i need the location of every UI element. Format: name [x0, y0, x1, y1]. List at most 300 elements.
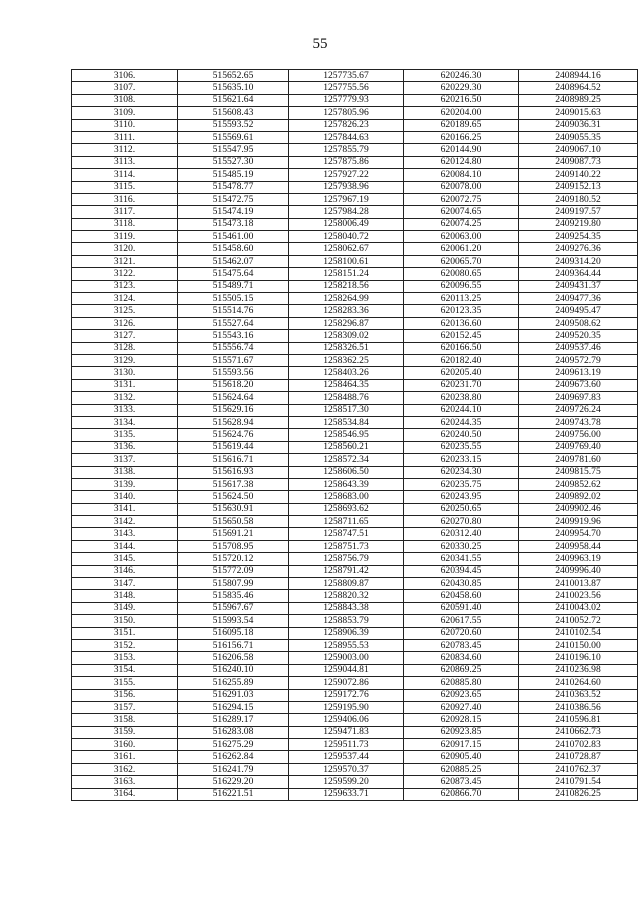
table-row: [72, 342, 638, 354]
coordinate-cell: 620923.85: [404, 726, 519, 738]
coordinate-cell: 1258809.87: [289, 578, 404, 590]
point-number-cell: 3149.: [72, 602, 178, 614]
coordinate-cell: 515571.67: [178, 354, 289, 366]
coordinate-cell: 2409152.13: [519, 181, 638, 193]
point-number-cell: 3120.: [72, 243, 178, 255]
coordinate-cell: 1259172.76: [289, 689, 404, 701]
coordinate-cell: 2410264.60: [519, 677, 638, 689]
table-row: [72, 70, 638, 82]
coordinate-cell: 516289.17: [178, 714, 289, 726]
point-number-cell: 3164.: [72, 788, 178, 800]
coordinate-cell: 515527.64: [178, 317, 289, 329]
coordinate-cell: 620234.30: [404, 466, 519, 478]
coordinate-cell: 2410702.83: [519, 739, 638, 751]
coordinate-cell: 515569.61: [178, 131, 289, 143]
coordinate-cell: 620330.25: [404, 540, 519, 552]
coordinate-cell: 516262.84: [178, 751, 289, 763]
coordinate-cell: 516275.29: [178, 739, 289, 751]
coordinate-cell: 1257755.56: [289, 82, 404, 94]
point-number-cell: 3126.: [72, 317, 178, 329]
coordinate-cell: 2410013.87: [519, 578, 638, 590]
table-row: [72, 218, 638, 230]
point-number-cell: 3156.: [72, 689, 178, 701]
point-number-cell: 3130.: [72, 367, 178, 379]
table-row: [72, 578, 638, 590]
point-number-cell: 3146.: [72, 565, 178, 577]
table-row: [72, 739, 638, 751]
coordinate-cell: 620458.60: [404, 590, 519, 602]
point-number-cell: 3150.: [72, 615, 178, 627]
table-row: [72, 392, 638, 404]
point-number-cell: 3121.: [72, 255, 178, 267]
table-row: [72, 107, 638, 119]
point-number-cell: 3139.: [72, 478, 178, 490]
coordinate-cell: 515993.54: [178, 615, 289, 627]
coordinate-cell: 2410363.52: [519, 689, 638, 701]
table-row: [72, 305, 638, 317]
coordinate-cell: 1258693.62: [289, 503, 404, 515]
coordinate-cell: 515807.99: [178, 578, 289, 590]
coordinate-cell: 515772.09: [178, 565, 289, 577]
coordinate-cell: 515478.77: [178, 181, 289, 193]
coordinate-cell: 1257927.22: [289, 169, 404, 181]
coordinate-cell: 620233.15: [404, 454, 519, 466]
point-number-cell: 3132.: [72, 392, 178, 404]
coordinate-cell: 515474.19: [178, 206, 289, 218]
table-row: [72, 82, 638, 94]
coordinate-cell: 516255.89: [178, 677, 289, 689]
coordinate-cell: 515652.65: [178, 70, 289, 82]
coordinate-cell: 1259633.71: [289, 788, 404, 800]
coordinates-table: [71, 69, 638, 801]
point-number-cell: 3135.: [72, 429, 178, 441]
coordinate-cell: 515608.43: [178, 107, 289, 119]
coordinate-cell: 1257938.96: [289, 181, 404, 193]
coordinate-cell: 2409180.52: [519, 193, 638, 205]
point-number-cell: 3107.: [72, 82, 178, 94]
point-number-cell: 3148.: [72, 590, 178, 602]
coordinate-cell: 620885.80: [404, 677, 519, 689]
coordinate-cell: 516095.18: [178, 627, 289, 639]
point-number-cell: 3152.: [72, 639, 178, 651]
point-number-cell: 3141.: [72, 503, 178, 515]
coordinate-cell: 620063.00: [404, 231, 519, 243]
point-number-cell: 3136.: [72, 441, 178, 453]
coordinate-cell: 2408964.52: [519, 82, 638, 94]
coordinate-cell: 620080.65: [404, 268, 519, 280]
coordinate-cell: 1259537.44: [289, 751, 404, 763]
coordinate-cell: 2409996.40: [519, 565, 638, 577]
coordinate-cell: 620866.70: [404, 788, 519, 800]
coordinate-cell: 2409963.19: [519, 553, 638, 565]
table-row: [72, 268, 638, 280]
coordinate-cell: 516206.58: [178, 652, 289, 664]
table-row: [72, 503, 638, 515]
table-row: [72, 540, 638, 552]
coordinate-cell: 515621.64: [178, 94, 289, 106]
coordinate-cell: 1257805.96: [289, 107, 404, 119]
coordinate-cell: 620927.40: [404, 701, 519, 713]
point-number-cell: 3106.: [72, 70, 178, 82]
coordinate-cell: 515461.00: [178, 231, 289, 243]
coordinate-cell: 2409197.57: [519, 206, 638, 218]
point-number-cell: 3162.: [72, 763, 178, 775]
coordinate-cell: 620144.90: [404, 144, 519, 156]
coordinate-cell: 620591.40: [404, 602, 519, 614]
table-row: [72, 491, 638, 503]
point-number-cell: 3108.: [72, 94, 178, 106]
coordinate-cell: 515472.75: [178, 193, 289, 205]
table-row: [72, 379, 638, 391]
coordinate-cell: 2409140.22: [519, 169, 638, 181]
coordinate-cell: 2409954.70: [519, 528, 638, 540]
table-row: [72, 243, 638, 255]
table-row: [72, 156, 638, 168]
coordinate-cell: 1258403.26: [289, 367, 404, 379]
coordinate-cell: 2410826.25: [519, 788, 638, 800]
coordinate-cell: 620238.80: [404, 392, 519, 404]
table-row: [72, 615, 638, 627]
coordinate-cell: 1258488.76: [289, 392, 404, 404]
coordinate-cell: 2409087.73: [519, 156, 638, 168]
coordinate-cell: 515617.38: [178, 478, 289, 490]
coordinate-cell: 1259072.86: [289, 677, 404, 689]
coordinate-cell: 2409219.80: [519, 218, 638, 230]
coordinate-cell: 2409852.62: [519, 478, 638, 490]
point-number-cell: 3114.: [72, 169, 178, 181]
table-row: [72, 416, 638, 428]
coordinate-cell: 515543.16: [178, 330, 289, 342]
coordinate-cell: 515616.71: [178, 454, 289, 466]
coordinate-cell: 515835.46: [178, 590, 289, 602]
table-row: [72, 255, 638, 267]
coordinate-cell: 515505.15: [178, 293, 289, 305]
coordinate-cell: 1258560.21: [289, 441, 404, 453]
coordinate-cell: 620235.75: [404, 478, 519, 490]
coordinate-cell: 620235.55: [404, 441, 519, 453]
table-row: [72, 751, 638, 763]
coordinate-cell: 1258534.84: [289, 416, 404, 428]
coordinate-cell: 620923.65: [404, 689, 519, 701]
coordinate-cell: 515593.56: [178, 367, 289, 379]
coordinate-cell: 516229.20: [178, 776, 289, 788]
coordinate-cell: 2409055.35: [519, 131, 638, 143]
table-row: [72, 466, 638, 478]
coordinate-cell: 1258643.39: [289, 478, 404, 490]
coordinate-cell: 515593.52: [178, 119, 289, 131]
coordinate-cell: 515624.64: [178, 392, 289, 404]
coordinate-cell: 2409520.35: [519, 330, 638, 342]
coordinate-cell: 1259570.37: [289, 763, 404, 775]
coordinate-cell: 2409919.96: [519, 516, 638, 528]
coordinate-cell: 2410150.00: [519, 639, 638, 651]
coordinate-cell: 1259599.20: [289, 776, 404, 788]
table-row: [72, 677, 638, 689]
coordinate-cell: 620229.30: [404, 82, 519, 94]
coordinate-cell: 2409769.40: [519, 441, 638, 453]
coordinate-cell: 515691.21: [178, 528, 289, 540]
point-number-cell: 3115.: [72, 181, 178, 193]
coordinate-cell: 620205.40: [404, 367, 519, 379]
coordinate-cell: 515619.44: [178, 441, 289, 453]
coordinate-cell: 1258791.42: [289, 565, 404, 577]
coordinate-cell: 1258683.00: [289, 491, 404, 503]
coordinate-cell: 2409815.75: [519, 466, 638, 478]
coordinate-cell: 620136.60: [404, 317, 519, 329]
coordinate-cell: 620074.25: [404, 218, 519, 230]
coordinate-cell: 515547.95: [178, 144, 289, 156]
point-number-cell: 3125.: [72, 305, 178, 317]
table-row: [72, 280, 638, 292]
coordinate-cell: 516241.79: [178, 763, 289, 775]
coordinate-cell: 1257826.23: [289, 119, 404, 131]
table-row: [72, 553, 638, 565]
coordinate-cell: 1258747.51: [289, 528, 404, 540]
coordinate-cell: 620869.25: [404, 664, 519, 676]
coordinate-cell: 1257844.63: [289, 131, 404, 143]
point-number-cell: 3116.: [72, 193, 178, 205]
coordinate-cell: 515967.67: [178, 602, 289, 614]
coordinate-cell: 1258100.61: [289, 255, 404, 267]
table-row: [72, 441, 638, 453]
coordinate-cell: 1258751.73: [289, 540, 404, 552]
coordinate-cell: 2410052.72: [519, 615, 638, 627]
coordinate-cell: 515624.50: [178, 491, 289, 503]
point-number-cell: 3137.: [72, 454, 178, 466]
point-number-cell: 3131.: [72, 379, 178, 391]
coordinate-cell: 1257967.19: [289, 193, 404, 205]
table-row: [72, 293, 638, 305]
point-number-cell: 3110.: [72, 119, 178, 131]
coordinate-cell: 620078.00: [404, 181, 519, 193]
coordinate-cell: 2410728.87: [519, 751, 638, 763]
coordinate-cell: 2409572.79: [519, 354, 638, 366]
coordinate-cell: 2409364.44: [519, 268, 638, 280]
point-number-cell: 3157.: [72, 701, 178, 713]
coordinate-cell: 2410196.10: [519, 652, 638, 664]
table-row: [72, 367, 638, 379]
coordinate-cell: 516156.71: [178, 639, 289, 651]
coordinate-cell: 1258606.50: [289, 466, 404, 478]
table-row: [72, 776, 638, 788]
coordinate-cell: 2409613.19: [519, 367, 638, 379]
coordinate-cell: 515618.20: [178, 379, 289, 391]
coordinate-cell: 515616.93: [178, 466, 289, 478]
coordinate-cell: 620270.80: [404, 516, 519, 528]
coordinate-cell: 515462.07: [178, 255, 289, 267]
table-row: [72, 354, 638, 366]
point-number-cell: 3122.: [72, 268, 178, 280]
table-row: [72, 119, 638, 131]
coordinate-cell: 620061.20: [404, 243, 519, 255]
coordinate-cell: 516291.03: [178, 689, 289, 701]
coordinate-cell: 620124.80: [404, 156, 519, 168]
point-number-cell: 3112.: [72, 144, 178, 156]
table-row: [72, 169, 638, 181]
coordinate-cell: 1257875.86: [289, 156, 404, 168]
coordinate-cell: 620166.50: [404, 342, 519, 354]
coordinate-cell: 2409781.60: [519, 454, 638, 466]
coordinate-cell: 620246.30: [404, 70, 519, 82]
coordinate-cell: 620834.60: [404, 652, 519, 664]
coordinate-cell: 2409254.35: [519, 231, 638, 243]
coordinate-cell: 1258309.02: [289, 330, 404, 342]
coordinate-cell: 515514.76: [178, 305, 289, 317]
coordinate-cell: 515458.60: [178, 243, 289, 255]
coordinate-cell: 515556.74: [178, 342, 289, 354]
coordinate-cell: 1258517.30: [289, 404, 404, 416]
coordinate-cell: 620617.55: [404, 615, 519, 627]
coordinate-cell: 1258218.56: [289, 280, 404, 292]
coordinate-cell: 1258151.24: [289, 268, 404, 280]
coordinate-cell: 1258264.99: [289, 293, 404, 305]
coordinate-cell: 620084.10: [404, 169, 519, 181]
point-number-cell: 3140.: [72, 491, 178, 503]
table-row: [72, 701, 638, 713]
coordinate-cell: 620231.70: [404, 379, 519, 391]
coordinate-cell: 1259511.73: [289, 739, 404, 751]
coordinate-cell: 515527.30: [178, 156, 289, 168]
point-number-cell: 3163.: [72, 776, 178, 788]
table-row: [72, 454, 638, 466]
coordinate-cell: 620065.70: [404, 255, 519, 267]
coordinate-cell: 1257984.28: [289, 206, 404, 218]
table-row: [72, 131, 638, 143]
coordinate-cell: 620216.50: [404, 94, 519, 106]
table-row: [72, 94, 638, 106]
point-number-cell: 3123.: [72, 280, 178, 292]
coordinate-cell: 1258546.95: [289, 429, 404, 441]
coordinate-cell: 2409756.00: [519, 429, 638, 441]
coordinate-cell: 515629.16: [178, 404, 289, 416]
table-row: [72, 602, 638, 614]
table-row: [72, 714, 638, 726]
coordinate-cell: 620928.15: [404, 714, 519, 726]
coordinate-cell: 620250.65: [404, 503, 519, 515]
table-row: [72, 429, 638, 441]
point-number-cell: 3142.: [72, 516, 178, 528]
coordinate-cell: 1257779.93: [289, 94, 404, 106]
coordinate-cell: 620917.15: [404, 739, 519, 751]
table-row: [72, 639, 638, 651]
point-number-cell: 3158.: [72, 714, 178, 726]
coordinate-cell: 2409276.36: [519, 243, 638, 255]
table-row: [72, 317, 638, 329]
coordinate-cell: 2410043.02: [519, 602, 638, 614]
coordinate-cell: 1258756.79: [289, 553, 404, 565]
point-number-cell: 3151.: [72, 627, 178, 639]
table-row: [72, 664, 638, 676]
coordinate-cell: 620783.45: [404, 639, 519, 651]
coordinate-cell: 2408989.25: [519, 94, 638, 106]
table-row: [72, 726, 638, 738]
coordinate-cell: 515475.64: [178, 268, 289, 280]
coordinate-cell: 1258296.87: [289, 317, 404, 329]
point-number-cell: 3134.: [72, 416, 178, 428]
coordinate-cell: 620074.65: [404, 206, 519, 218]
table-row: [72, 763, 638, 775]
coordinate-cell: 515489.71: [178, 280, 289, 292]
coordinate-cell: 2410596.81: [519, 714, 638, 726]
coordinate-cell: 1258853.79: [289, 615, 404, 627]
coordinate-cell: 620312.40: [404, 528, 519, 540]
coordinate-cell: 1258062.67: [289, 243, 404, 255]
coordinate-cell: 1259406.06: [289, 714, 404, 726]
table-row: [72, 144, 638, 156]
coordinate-cell: 2409036.31: [519, 119, 638, 131]
coordinate-cell: 2409958.44: [519, 540, 638, 552]
point-number-cell: 3154.: [72, 664, 178, 676]
point-number-cell: 3155.: [72, 677, 178, 689]
coordinate-cell: 2409892.02: [519, 491, 638, 503]
coordinate-cell: 2410102.54: [519, 627, 638, 639]
coordinate-cell: 515720.12: [178, 553, 289, 565]
coordinates-table-body: [72, 70, 638, 801]
coordinate-cell: 1258283.36: [289, 305, 404, 317]
point-number-cell: 3129.: [72, 354, 178, 366]
coordinate-cell: 620166.25: [404, 131, 519, 143]
coordinate-cell: 1259195.90: [289, 701, 404, 713]
coordinate-cell: 515473.18: [178, 218, 289, 230]
coordinate-cell: 1258006.49: [289, 218, 404, 230]
table-row: [72, 404, 638, 416]
coordinate-cell: 2409015.63: [519, 107, 638, 119]
table-row: [72, 193, 638, 205]
coordinate-cell: 620244.35: [404, 416, 519, 428]
coordinate-cell: 516240.10: [178, 664, 289, 676]
coordinate-cell: 1258955.53: [289, 639, 404, 651]
coordinate-cell: 620243.95: [404, 491, 519, 503]
table-row: [72, 330, 638, 342]
point-number-cell: 3138.: [72, 466, 178, 478]
coordinate-cell: 2410791.54: [519, 776, 638, 788]
coordinate-cell: 516221.51: [178, 788, 289, 800]
point-number-cell: 3161.: [72, 751, 178, 763]
coordinate-cell: 620072.75: [404, 193, 519, 205]
table-row: [72, 652, 638, 664]
table-row: [72, 565, 638, 577]
coordinate-cell: 1258326.51: [289, 342, 404, 354]
point-number-cell: 3113.: [72, 156, 178, 168]
point-number-cell: 3160.: [72, 739, 178, 751]
point-number-cell: 3111.: [72, 131, 178, 143]
coordinate-cell: 2410662.73: [519, 726, 638, 738]
coordinate-cell: 2409477.36: [519, 293, 638, 305]
coordinate-cell: 516294.15: [178, 701, 289, 713]
coordinate-cell: 2409726.24: [519, 404, 638, 416]
point-number-cell: 3128.: [72, 342, 178, 354]
coordinate-cell: 1258464.35: [289, 379, 404, 391]
coordinate-cell: 620905.40: [404, 751, 519, 763]
table-row: [72, 689, 638, 701]
point-number-cell: 3124.: [72, 293, 178, 305]
coordinate-cell: 2409431.37: [519, 280, 638, 292]
coordinate-cell: 2409697.83: [519, 392, 638, 404]
coordinate-cell: 2410023.56: [519, 590, 638, 602]
coordinate-cell: 515635.10: [178, 82, 289, 94]
point-number-cell: 3118.: [72, 218, 178, 230]
point-number-cell: 3143.: [72, 528, 178, 540]
coordinate-cell: 1258906.39: [289, 627, 404, 639]
coordinate-cell: 2409495.47: [519, 305, 638, 317]
coordinate-cell: 1258711.65: [289, 516, 404, 528]
table-row: [72, 788, 638, 800]
point-number-cell: 3117.: [72, 206, 178, 218]
coordinate-cell: 1259003.00: [289, 652, 404, 664]
point-number-cell: 3147.: [72, 578, 178, 590]
coordinate-cell: 2408944.16: [519, 70, 638, 82]
table-row: [72, 590, 638, 602]
